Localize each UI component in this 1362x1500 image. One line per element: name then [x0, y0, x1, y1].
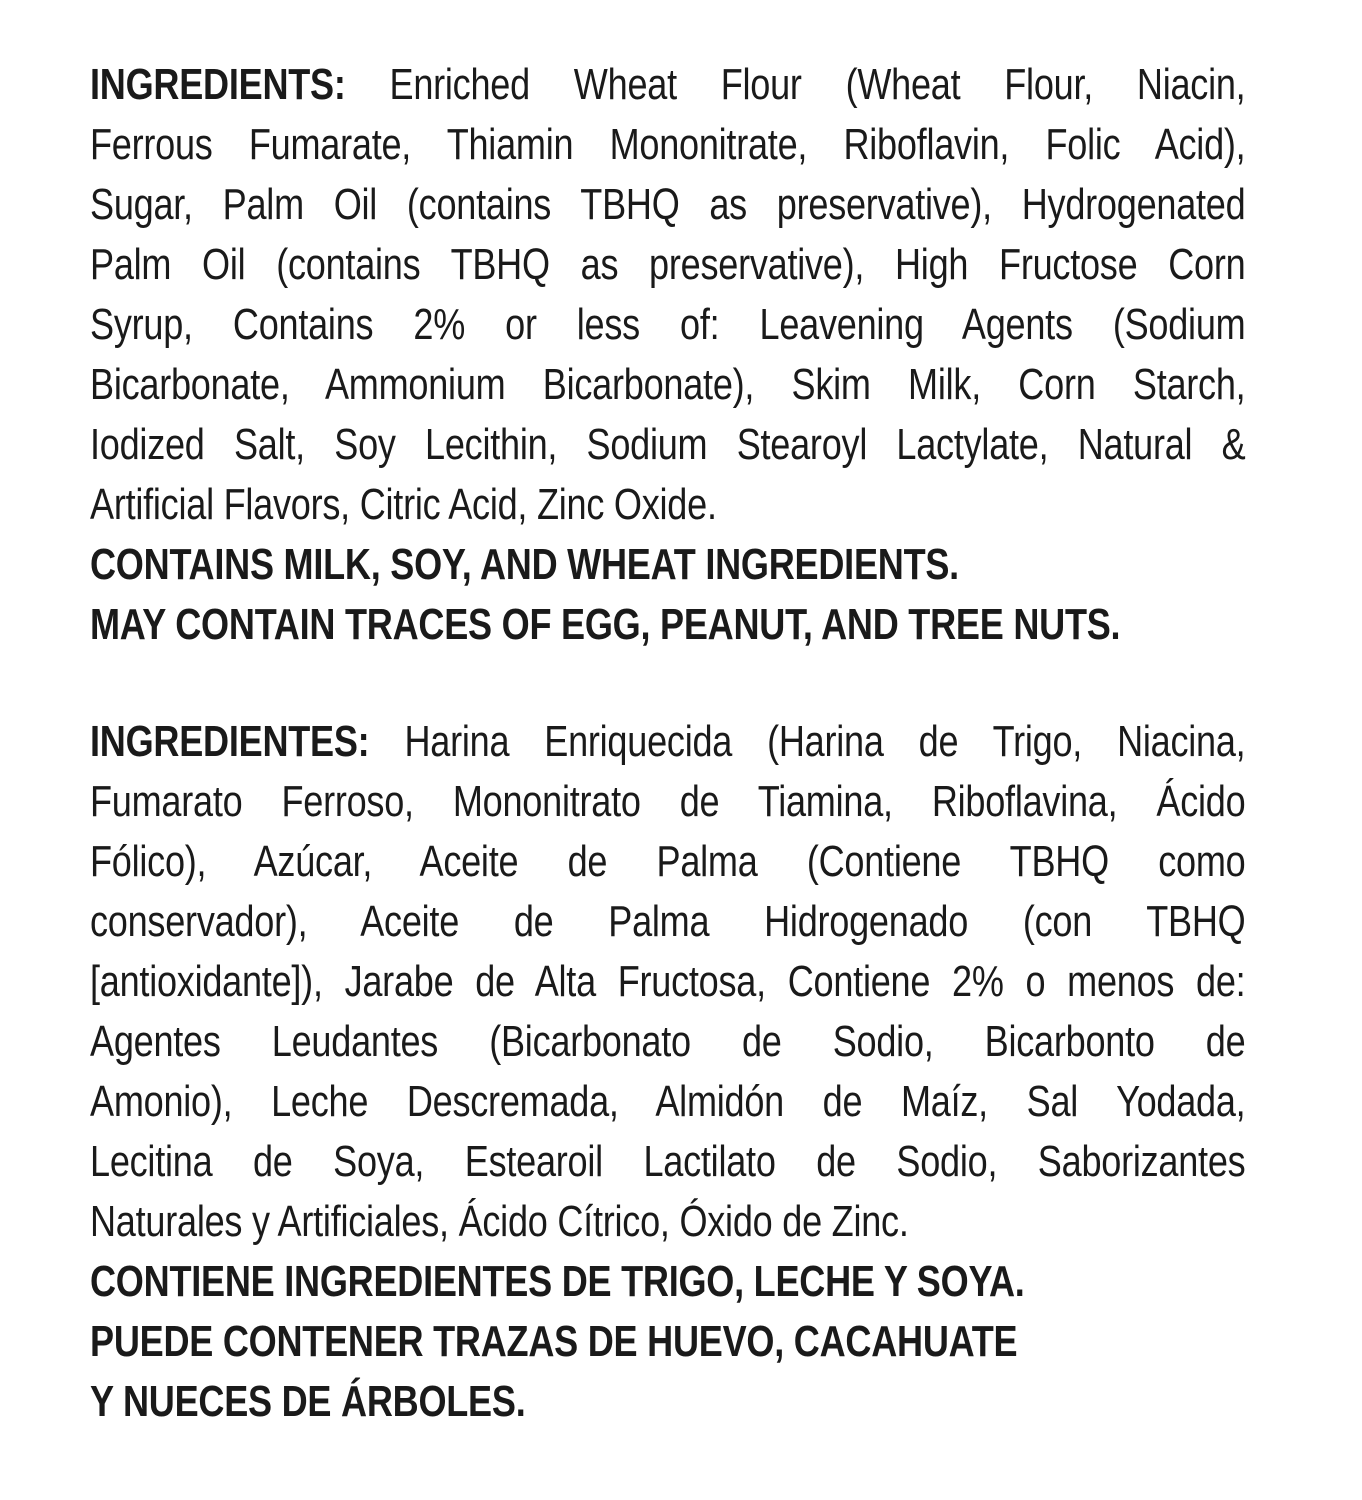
ingredientes-line-2: Fumarato Ferroso, Mononitrato de Tiamina, Riboflavina, Ácido — [90, 777, 1246, 826]
english-ingredients-block — [90, 55, 1245, 655]
ingredientes-line-1: INGREDIENTES: Harina Enriquecida (Harina de Trigo, Niacina, — [90, 717, 1246, 766]
ingredientes-line-7: Amonio), Leche Descremada, Almidón de Maíz, Sal Yodada, — [90, 1077, 1246, 1126]
ingredientes-line-4: conservador), Aceite de Palma Hidrogenado (con TBHQ — [90, 897, 1246, 946]
ingredients-line-3: Sugar, Palm Oil (contains TBHQ as preservative), Hydrogenated — [90, 180, 1246, 229]
ingredients-line-4: Palm Oil (contains TBHQ as preservative), High Fructose Corn — [90, 240, 1246, 289]
spanish-ingredients-block — [90, 712, 1245, 1432]
allergen-contains: CONTAINS MILK, SOY, AND WHEAT INGREDIENTS. — [90, 540, 959, 589]
ingredientes-heading: INGREDIENTES: — [90, 717, 370, 766]
ingredientes-line-6: Agentes Leudantes (Bicarbonato de Sodio, Bicarbonto de — [90, 1017, 1246, 1066]
ingredientes-line-3: Fólico), Azúcar, Aceite de Palma (Contiene TBHQ como — [90, 837, 1246, 886]
ingredients-line-6: Bicarbonate, Ammonium Bicarbonate), Skim Milk, Corn Starch, — [90, 360, 1246, 409]
alergeno-nueces: Y NUECES DE ÁRBOLES. — [90, 1377, 526, 1426]
alergeno-contiene: CONTIENE INGREDIENTES DE TRIGO, LECHE Y SOYA. — [90, 1257, 1025, 1306]
ingredients-line-8: Artificial Flavors, Citric Acid, Zinc Oxide. — [90, 480, 717, 529]
ingredients-line-2: Ferrous Fumarate, Thiamin Mononitrate, Riboflavin, Folic Acid), — [90, 120, 1246, 169]
ingredients-line-1: INGREDIENTS: Enriched Wheat Flour (Wheat Flour, Niacin, — [90, 60, 1246, 109]
ingredientes-line-9: Naturales y Artificiales, Ácido Cítrico, Óxido de Zinc. — [90, 1197, 909, 1246]
alergeno-puede-contener: PUEDE CONTENER TRAZAS DE HUEVO, CACAHUATE — [90, 1317, 1018, 1366]
ingredients-heading: INGREDIENTS: — [90, 60, 346, 109]
ingredientes-line-8: Lecitina de Soya, Estearoil Lactilato de Sodio, Saborizantes — [90, 1137, 1246, 1186]
ingredients-line-5: Syrup, Contains 2% or less of: Leavening Agents (Sodium — [90, 300, 1246, 349]
ingredients-line-7: Iodized Salt, Soy Lecithin, Sodium Stearoyl Lactylate, Natural & — [90, 420, 1246, 469]
allergen-may-contain: MAY CONTAIN TRACES OF EGG, PEANUT, AND TREE NUTS. — [90, 600, 1121, 649]
ingredientes-line-5: [antioxidante]), Jarabe de Alta Fructosa, Contiene 2% o menos de: — [90, 957, 1246, 1006]
